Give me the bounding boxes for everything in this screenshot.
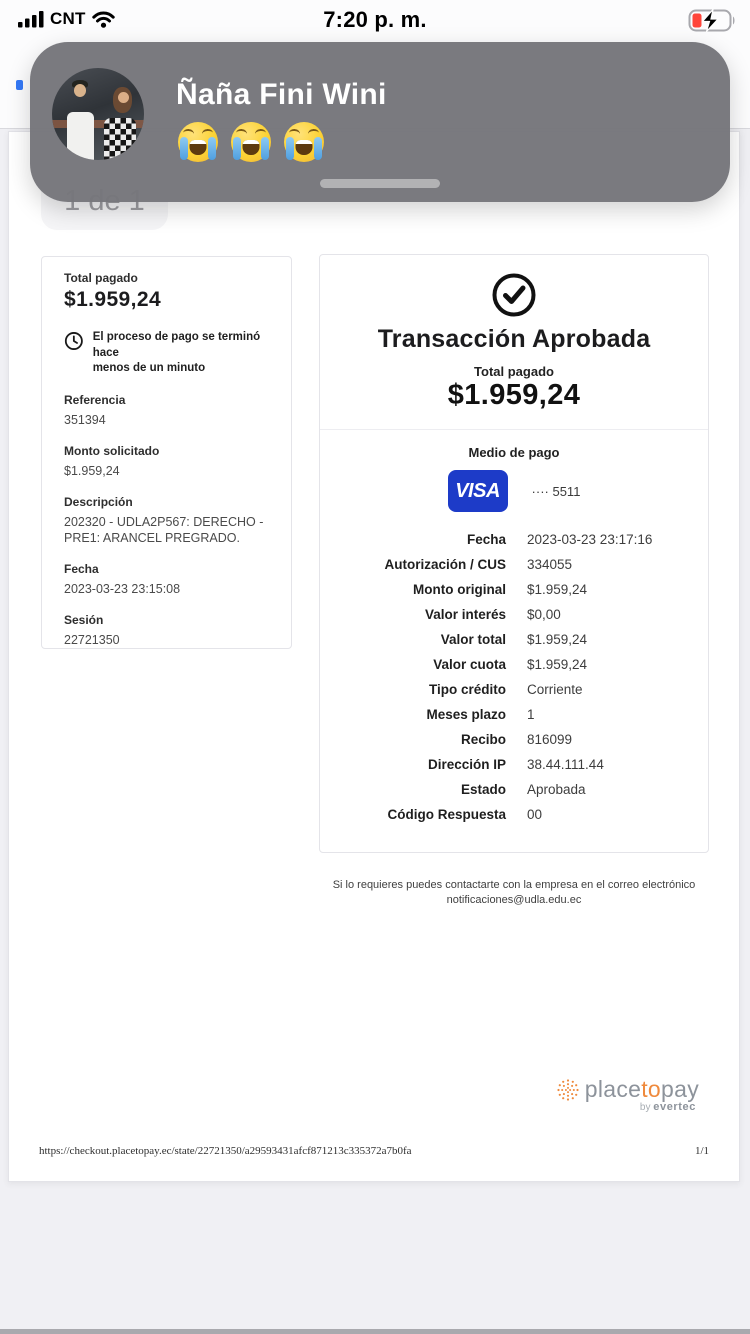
row-value: Aprobada [527, 782, 586, 797]
placetopay-logo [556, 1076, 699, 1113]
placetopay-dotted-globe-icon [556, 1078, 580, 1102]
receipt-total-label: Total pagado [474, 364, 554, 379]
visa-logo: VISA [448, 470, 508, 512]
row-label: Código Respuesta [387, 807, 506, 822]
row-value: 334055 [527, 557, 573, 572]
notification-title: Ñaña Fini Wini [176, 78, 387, 111]
footer-url: https://checkout.placetopay.ec/state/22721350/a29593431afcf871213c335372a7b0fa [39, 1145, 412, 1157]
field-label: Referencia [64, 392, 126, 407]
row-label: Estado [460, 782, 506, 797]
table-row [320, 777, 708, 802]
row-label: Autorización / CUS [384, 557, 506, 572]
summary-field [64, 444, 269, 479]
row-value: 00 [527, 807, 543, 822]
clock-icon [64, 330, 84, 352]
receipt-total-value: $1.959,24 [447, 379, 581, 411]
status-time: 7:20 p. m. [323, 7, 427, 32]
summary-field [64, 393, 269, 428]
row-value: 38.44.111.44 [527, 757, 604, 772]
table-row [320, 627, 708, 652]
row-value: Corriente [527, 682, 583, 697]
approved-check-icon [491, 272, 537, 318]
receipt-detail-table [320, 527, 708, 827]
table-row [320, 677, 708, 702]
row-label: Fecha [466, 532, 506, 547]
summary-field [64, 562, 269, 597]
field-label: Monto solicitado [64, 443, 160, 458]
row-value: 1 [527, 707, 535, 722]
field-value: 351394 [64, 412, 106, 427]
row-value: $1.959,24 [527, 632, 588, 647]
row-label: Valor cuota [433, 657, 506, 672]
brand-wordmark: placetopay [584, 1076, 699, 1102]
field-label: Fecha [64, 561, 99, 576]
field-value: 202320 - UDLA2P567: DERECHO - PRE1: ARANCEL PREGRADO. [64, 514, 264, 545]
notification-message [178, 122, 324, 162]
summary-field [64, 613, 269, 648]
document-footer [39, 1145, 709, 1157]
payment-time-note: El proceso de pago se terminó hace menos de un minuto [92, 331, 261, 375]
row-label: Dirección IP [427, 757, 506, 772]
crying-emoji [284, 122, 324, 162]
payment-method-row [320, 470, 708, 512]
table-row [320, 702, 708, 727]
crying-emoji [178, 122, 218, 162]
row-label: Tipo crédito [428, 682, 506, 697]
field-value: $1.959,24 [64, 463, 120, 478]
summary-fields [64, 393, 269, 648]
battery-charging-icon [688, 9, 738, 37]
status-bar [0, 0, 750, 42]
transaction-receipt-card [319, 254, 709, 853]
field-label: Descripción [64, 494, 133, 509]
table-row [320, 802, 708, 827]
table-row [320, 577, 708, 602]
summary-total-label: Total pagado [64, 271, 138, 285]
card-last-digits: ···· 5511 [531, 483, 581, 499]
footer-page-number: 1/1 [694, 1145, 709, 1157]
field-value: 22721350 [64, 632, 120, 647]
field-label: Sesión [64, 612, 104, 627]
row-value: $1.959,24 [527, 582, 588, 597]
carrier-label: CNT [50, 9, 86, 28]
row-value: 2023-03-23 23:17:16 [527, 532, 653, 547]
row-value: 816099 [527, 732, 573, 747]
payment-method-label: Medio de pago [468, 445, 560, 460]
row-label: Valor total [440, 632, 506, 647]
notification-banner[interactable] [30, 42, 730, 202]
table-row [320, 602, 708, 627]
summary-field [64, 495, 269, 546]
transaction-status-title: Transacción Aprobada [377, 325, 651, 353]
payment-summary-card [41, 256, 292, 649]
divider [320, 429, 708, 430]
receipt-document-page [8, 131, 740, 1182]
avatar [52, 68, 144, 160]
row-value: $1.959,24 [527, 657, 588, 672]
row-label: Recibo [460, 732, 506, 747]
notification-drag-handle[interactable] [320, 179, 440, 188]
contact-note: Si lo requieres puedes contactarte con la empresa en el correo electrónico notificaciones@udla.edu.ec [332, 879, 696, 906]
bottom-edge-bar [0, 1329, 750, 1334]
row-label: Meses plazo [426, 707, 506, 722]
row-label: Valor interés [424, 607, 506, 622]
table-row [320, 652, 708, 677]
row-label: Monto original [413, 582, 506, 597]
table-row [320, 552, 708, 577]
crying-emoji [231, 122, 271, 162]
back-button-fragment[interactable] [16, 80, 23, 90]
summary-total-value: $1.959,24 [64, 288, 162, 311]
field-value: 2023-03-23 23:15:08 [64, 581, 181, 596]
table-row [320, 727, 708, 752]
brand-byline: by evertec [639, 1101, 696, 1113]
row-value: $0,00 [527, 607, 561, 622]
table-row [320, 752, 708, 777]
table-row [320, 527, 708, 552]
